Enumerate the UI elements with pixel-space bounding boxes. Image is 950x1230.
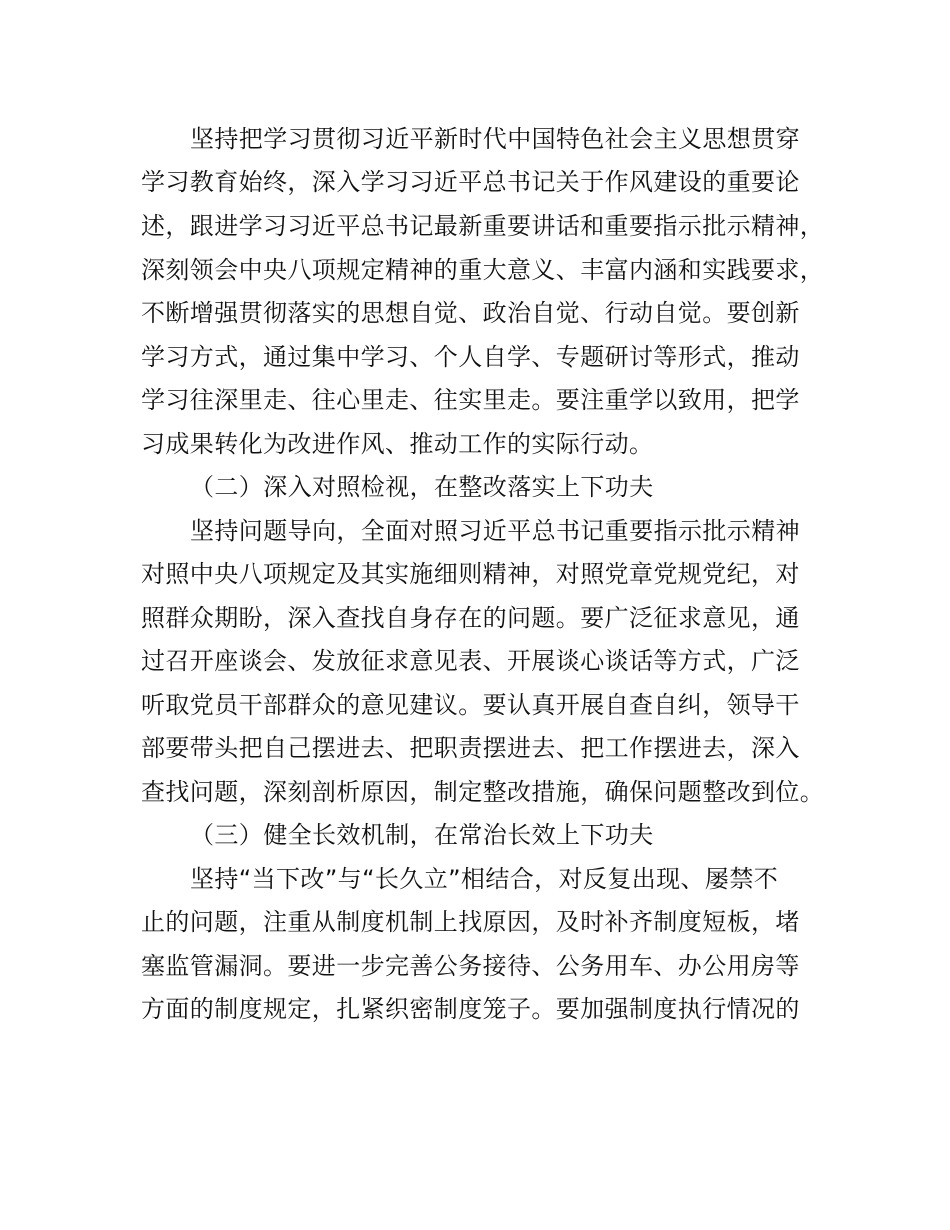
paragraph-1-line-5: 不断增强贯彻落实的思想自觉、政治自觉、行动自觉。要创新 (141, 299, 800, 327)
paragraph-1-line-6: 学习方式，通过集中学习、个人自学、专题研讨等形式，推动 (141, 343, 800, 371)
paragraph-1-line-8: 习成果转化为改进作风、推动工作的实际行动。 (141, 430, 654, 458)
paragraph-3-line-4: 方面的制度规定，扎紧织密制度笼子。要加强制度执行情况的 (141, 995, 800, 1023)
paragraph-1-line-1: 坚持把学习贯彻习近平新时代中国特色社会主义思想贯穿 (190, 125, 800, 153)
paragraph-3-line-1: 坚持“当下改”与“长久立”相结合，对反复出现、屡禁不 (190, 865, 779, 893)
paragraph-3-line-3: 塞监管漏洞。要进一步完善公务接待、公务用车、办公用房等 (141, 952, 800, 980)
paragraph-2-line-4: 过召开座谈会、发放征求意见表、开展谈心谈话等方式，广泛 (141, 647, 800, 675)
paragraph-3-line-2: 止的问题，注重从制度机制上找原因，及时补齐制度短板，堵 (141, 908, 800, 936)
paragraph-1-line-7: 学习往深里走、往心里走、往实里走。要注重学以致用，把学 (141, 386, 800, 414)
paragraph-2-line-1: 坚持问题导向，全面对照习近平总书记重要指示批示精神 (190, 517, 800, 545)
paragraph-2-line-6: 部要带头把自己摆进去、把职责摆进去、把工作摆进去，深入 (141, 734, 800, 762)
section-heading-2: （二）深入对照检视，在整改落实上下功夫 (190, 473, 654, 501)
paragraph-1-line-4: 深刻领会中央八项规定精神的重大意义、丰富内涵和实践要求， (141, 256, 825, 284)
paragraph-1-line-2: 学习教育始终，深入学习习近平总书记关于作风建设的重要论 (141, 168, 800, 196)
paragraph-2-line-7: 查找问题，深刻剖析原因，制定整改措施，确保问题整改到位。 (141, 778, 825, 806)
paragraph-2-line-2: 对照中央八项规定及其实施细则精神，对照党章党规党纪，对 (141, 560, 800, 588)
paragraph-1-line-3: 述，跟进学习习近平总书记最新重要讲话和重要指示批示精神， (141, 212, 825, 240)
section-heading-3: （三）健全长效机制，在常治长效上下功夫 (190, 821, 654, 849)
paragraph-2-line-3: 照群众期盼，深入查找自身存在的问题。要广泛征求意见，通 (141, 604, 800, 632)
paragraph-2-line-5: 听取党员干部群众的意见建议。要认真开展自查自纠，领导干 (141, 691, 800, 719)
